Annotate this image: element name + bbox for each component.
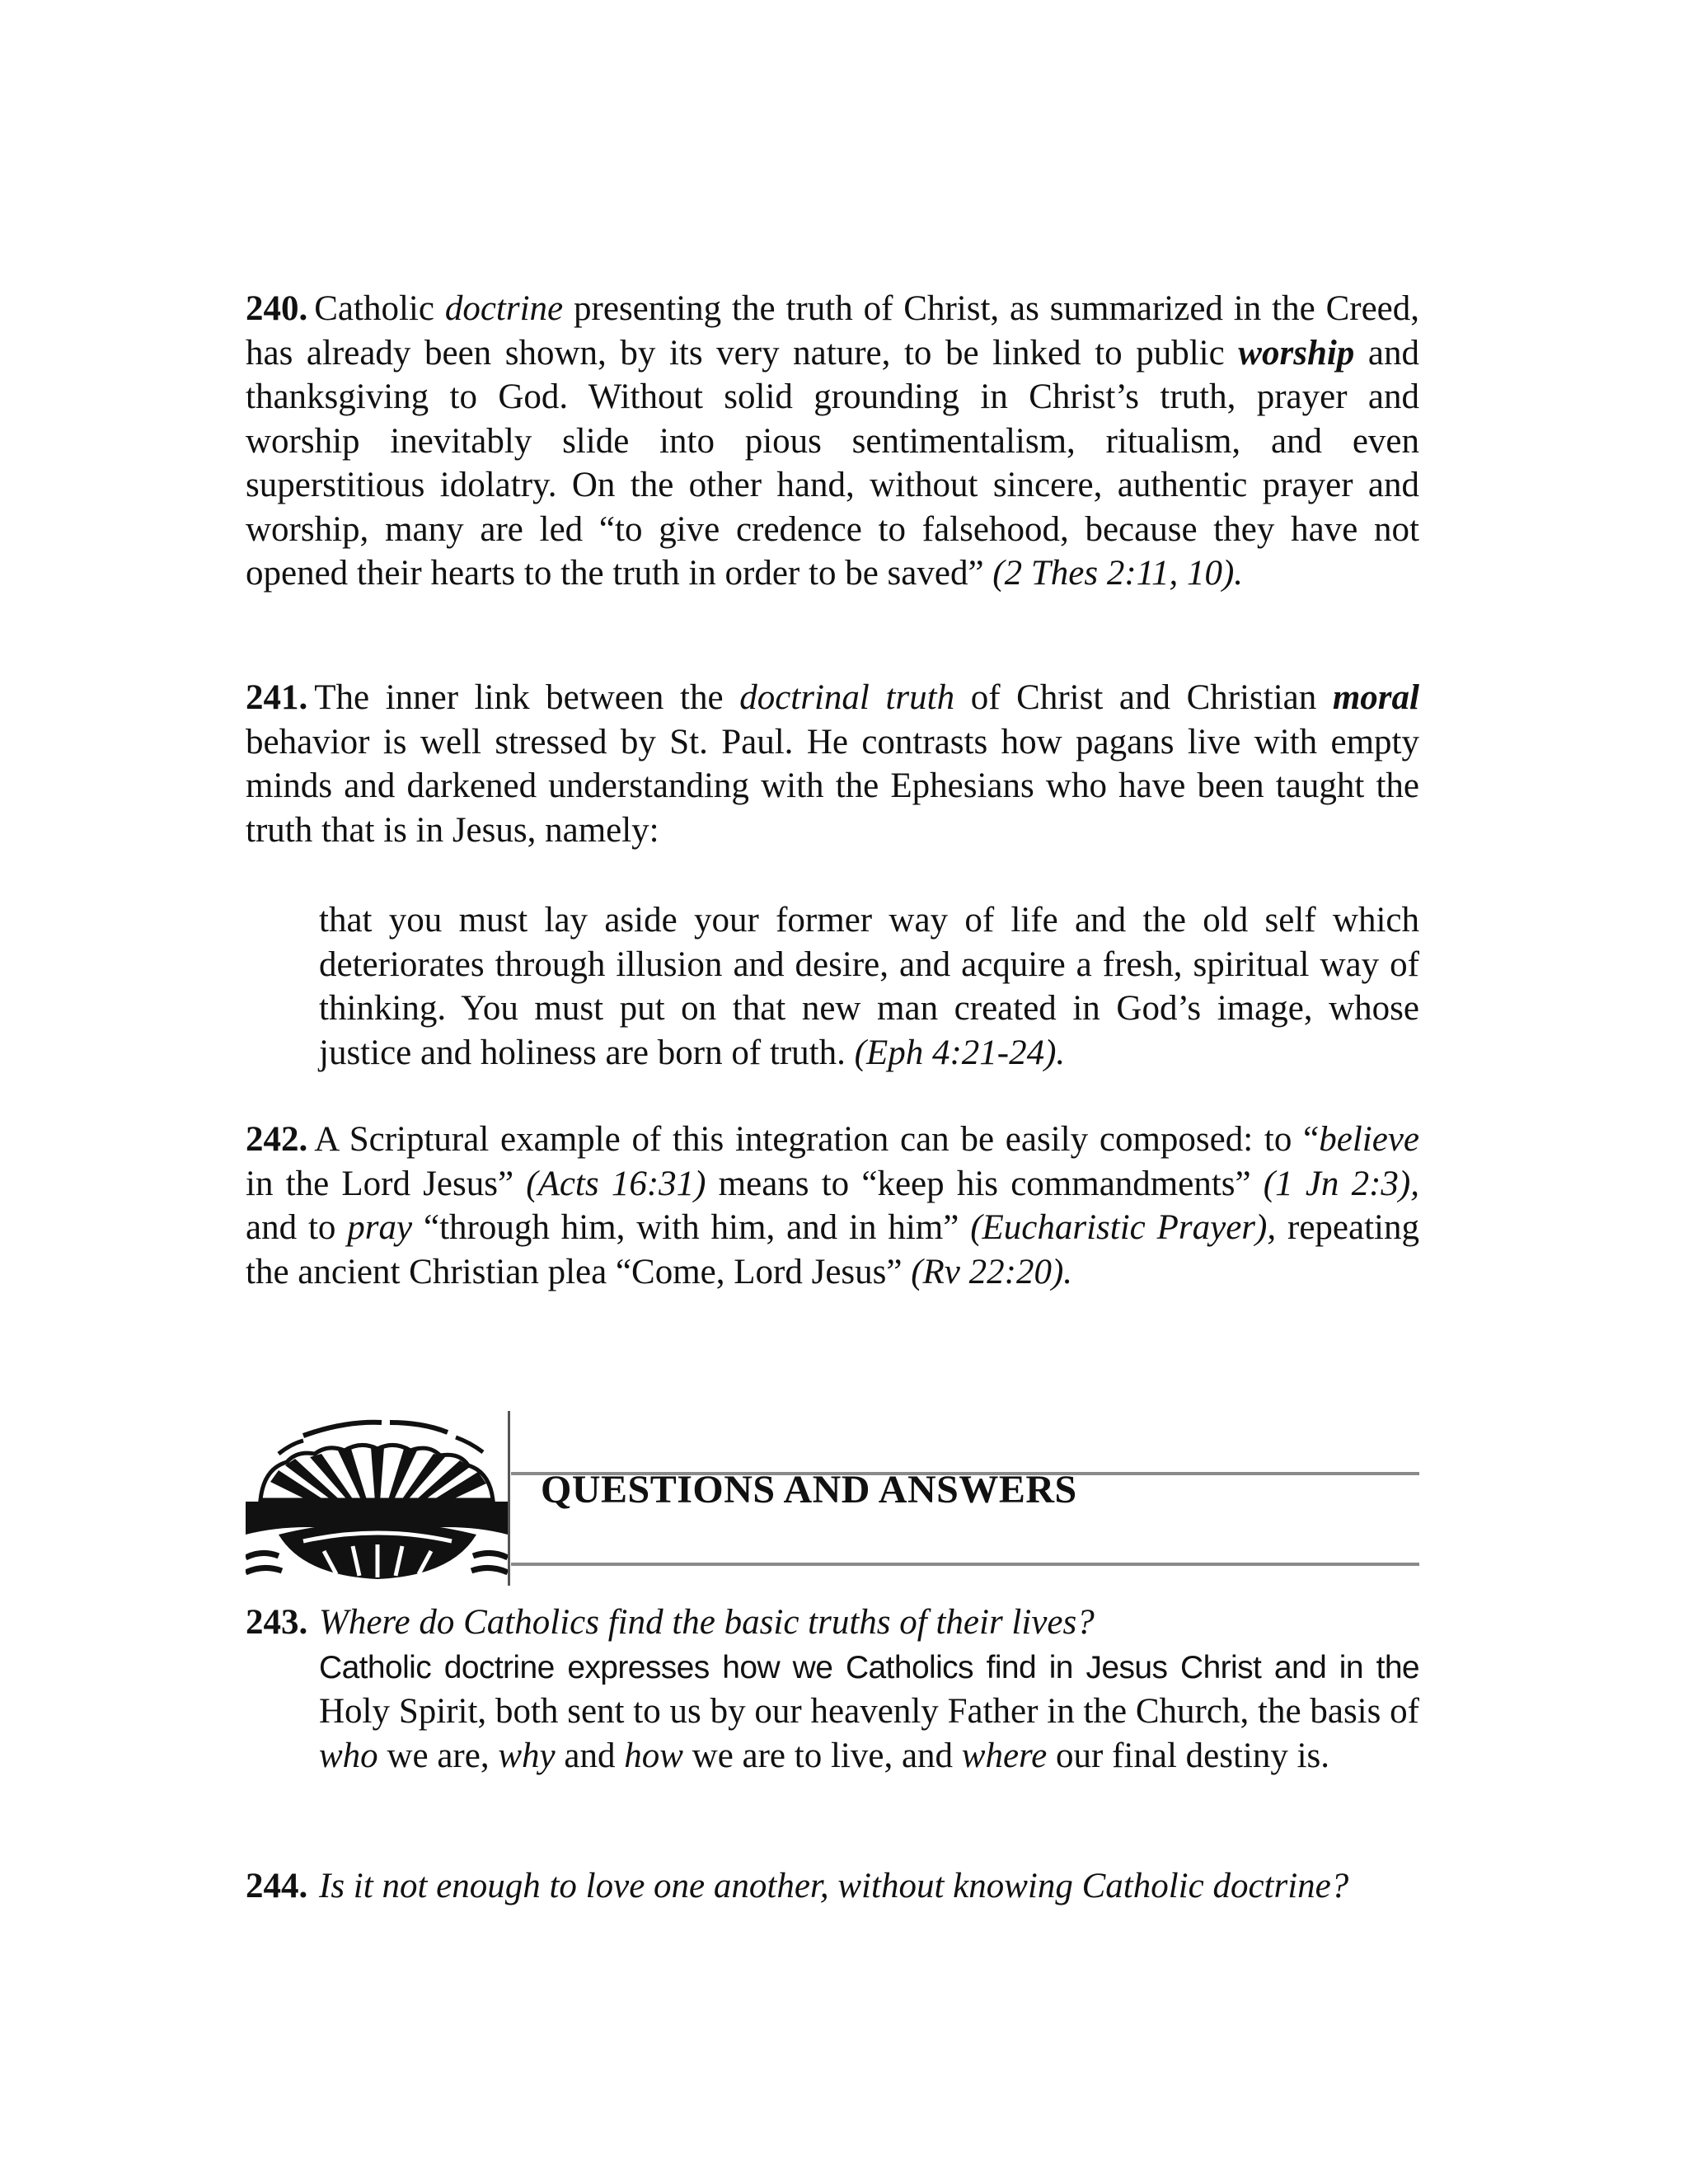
text: our final destiny is.	[1047, 1736, 1330, 1775]
text: in the Lord Jesus”	[246, 1164, 527, 1203]
text: behavior is well stressed by St. Paul. He contrasts how pagans live with empty minds and darkened understanding with the Ephesians who have been taught the truth that is in Jesus, namely:	[246, 722, 1419, 850]
question-number: 244.	[246, 1867, 308, 1905]
emphasis: doctrinal truth	[739, 678, 955, 717]
paragraph-number: 241.	[246, 678, 308, 717]
citation: (Rv 22:20).	[911, 1252, 1073, 1291]
section-title: QUESTIONS AND ANSWERS	[541, 1468, 1077, 1511]
text: A Scriptural example of this integration can be easily composed: to “	[314, 1120, 1320, 1159]
text: Catholic	[314, 289, 445, 328]
paragraph-241	[246, 676, 1419, 852]
block-quote	[319, 898, 1419, 1075]
quote-text: that you must lay aside your former way of life and the old self which deteriorates through illusion and desire, and acquire a fresh, spiritual way of thinking. You must put on that new man created in God’s image, whose justice and holiness are born of truth.	[319, 901, 1419, 1072]
emphasis: why	[498, 1736, 556, 1775]
header-rule-bottom	[511, 1563, 1419, 1566]
bold-emphasis: worship	[1238, 333, 1355, 373]
citation: (2 Thes 2:11, 10).	[992, 554, 1244, 593]
emphasis: how	[624, 1736, 683, 1775]
header-divider-vertical	[508, 1411, 510, 1586]
paragraph-240	[246, 287, 1419, 596]
emphasis: pray	[347, 1208, 413, 1247]
text: “through him, with him, and in him”	[412, 1208, 971, 1247]
paragraph-number: 240.	[246, 289, 308, 328]
text: we are to live, and	[682, 1736, 962, 1775]
question-number: 243.	[246, 1603, 308, 1642]
emphasis: where	[961, 1736, 1048, 1775]
text: we are,	[377, 1736, 499, 1775]
question-text: Is it not enough to love one another, without knowing Catholic doctrine?	[319, 1867, 1349, 1905]
question-244	[246, 1864, 1419, 1909]
text: means to “keep his commandments”	[706, 1164, 1264, 1203]
answer-line: Catholic doctrine expresses how we Catholics find in Jesus Christ and in the	[319, 1649, 1419, 1685]
text: presenting the truth of Christ, as summarized in the Creed, has already been shown, by its very nature, to be linked to public	[246, 289, 1419, 373]
question-243	[246, 1601, 1419, 1778]
emphasis: believe	[1319, 1120, 1419, 1159]
paragraph-number: 242.	[246, 1120, 308, 1159]
paragraph-242	[246, 1118, 1419, 1294]
text: and to	[246, 1208, 348, 1247]
text: of Christ and Christian	[954, 678, 1333, 717]
citation: (Eucharistic Prayer),	[970, 1208, 1277, 1247]
shell-rays-emblem-icon	[246, 1411, 508, 1586]
question-text: Where do Catholics find the basic truths of their lives?	[319, 1603, 1095, 1642]
text: The inner link between the	[314, 678, 740, 717]
text: repeating the ancient Christian plea “Come, Lord Jesus”	[246, 1208, 1419, 1291]
citation: (1 Jn 2:3),	[1263, 1164, 1419, 1203]
text: and	[555, 1736, 625, 1775]
citation: (Eph 4:21-24).	[854, 1033, 1066, 1072]
emphasis: who	[319, 1736, 378, 1775]
bold-emphasis: moral	[1332, 678, 1419, 717]
emphasis: doctrine	[444, 289, 564, 328]
text: Holy Spirit, both sent to us by our heavenly Father in the Church, the basis of	[319, 1692, 1419, 1731]
citation: (Acts 16:31)	[526, 1164, 706, 1203]
text: and thanksgiving to God. Without solid grounding in Christ’s truth, prayer and worship inevitably slide into pious sentimentalism, ritualism, and even superstitious idolatry. On the other hand, without sincere, authentic prayer and worship, many are led “to give credence to falsehood, because they have not opened their hearts to the truth in order to be saved”	[246, 333, 1419, 593]
answer-text	[319, 1645, 1419, 1779]
